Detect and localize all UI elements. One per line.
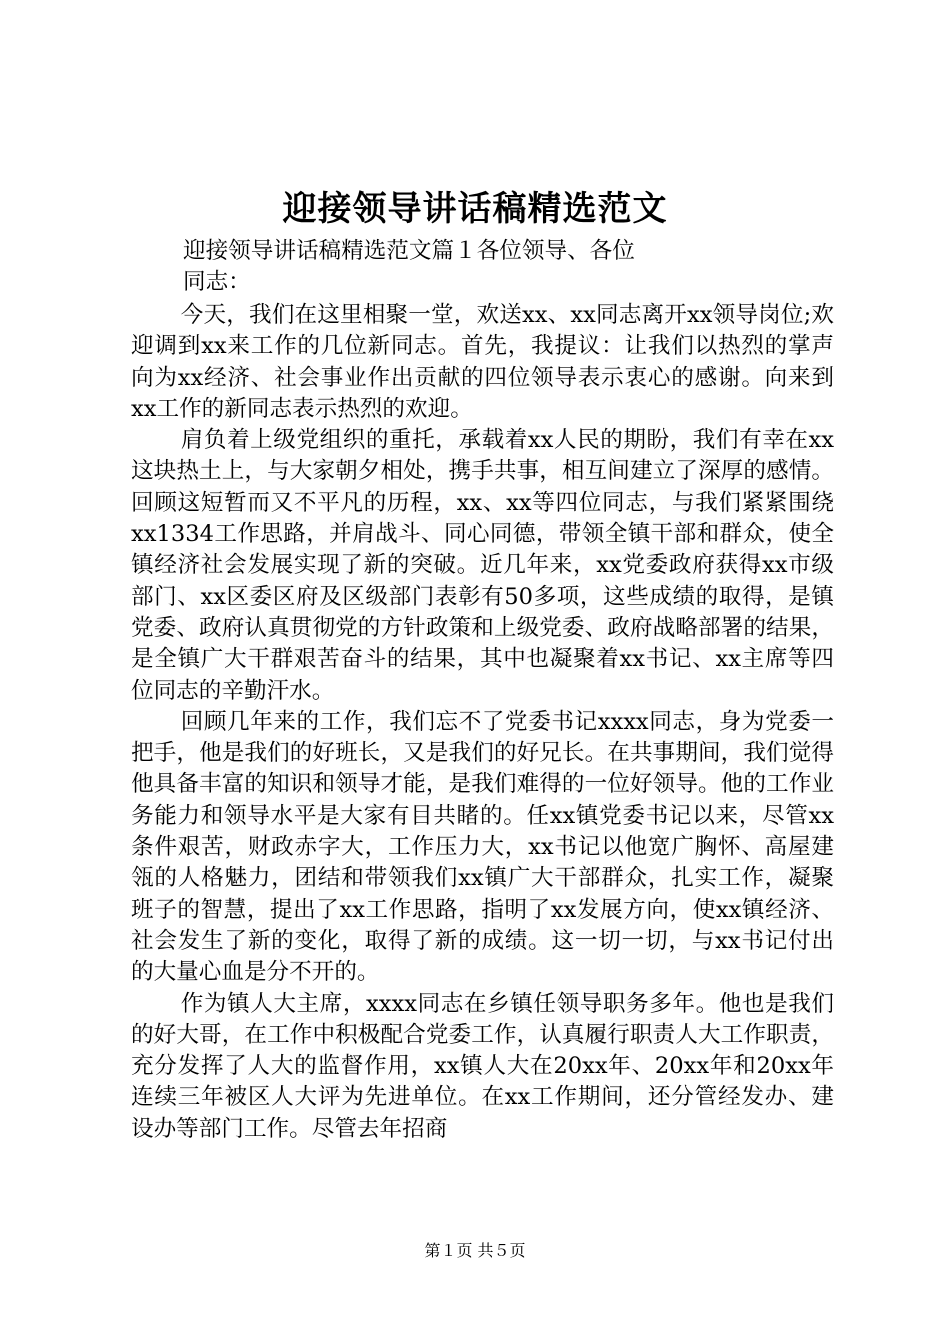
intro-line: 同志： — [183, 269, 251, 295]
intro-block — [183, 236, 723, 298]
page-footer: 第１页 共５页 — [424, 1241, 526, 1260]
body-paragraph: 回顾几年来的工作，我们忘不了党委书记xxxx同志，身为党委一把手，他是我们的好班长，又是我们的好兄长。在共事期间，我们觉得他具备丰富的知识和领导才能，是我们难得的一位好领导。他的工作业务能力和领导水平是大家有目共睹的。任xx镇党委书记以来，尽管xx条件艰苦，财政赤字大，工作压力大，xx书记以他宽广胸怀、高屋建瓴的人格魅力，团结和带领我们xx镇广大干部群众，扎实工作，凝聚班子的智慧，提出了xx工作思路，指明了xx发展方向，使xx镇经济、社会发生了新的变化，取得了新的成绩。这一切一切，与xx书记付出的大量心血是分不开的。 — [131, 708, 834, 986]
intro-line: 迎接领导讲话稿精选范文篇１各位领导、各位 — [183, 238, 635, 264]
body-paragraph: 作为镇人大主席，xxxx同志在乡镇任领导职务多年。他也是我们的好大哥，在工作中积极配合党委工作，认真履行职责人大工作职责，充分发挥了人大的监督作用，xx镇人大在20xx年、20xx年和20xx年连续三年被区人大评为先进单位。在xx工作期间，还分管经发办、建设办等部门工作。尽管去年招商 — [131, 990, 834, 1142]
document-body — [131, 300, 834, 1145]
document-title: 迎接领导讲话稿精选范文 — [282, 189, 668, 229]
body-paragraph: 肩负着上级党组织的重托，承载着xx人民的期盼，我们有幸在xx这块热土上，与大家朝夕相处，携手共事，相互间建立了深厚的感情。回顾这短暂而又不平凡的历程，xx、xx等四位同志，与我们紧紧围绕xx1334工作思路，并肩战斗、同心同德，带领全镇干部和群众，使全镇经济社会发展实现了新的突破。近几年来，xx党委政府获得xx市级部门、xx区委区府及区级部门表彰有50多项，这些成绩的取得，是镇党委、政府认真贯彻党的方针政策和上级党委、政府战略部署的结果，是全镇广大干群艰苦奋斗的结果，其中也凝聚着xx书记、xx主席等四位同志的辛勤汗水。 — [131, 427, 834, 704]
body-paragraph: 今天，我们在这里相聚一堂，欢送xx、xx同志离开xx领导岗位;欢迎调到xx来工作的几位新同志。首先，我提议：让我们以热烈的掌声向为xx经济、社会事业作出贡献的四位领导表示衷心的感谢。向来到xx工作的新同志表示热烈的欢迎。 — [131, 302, 834, 422]
